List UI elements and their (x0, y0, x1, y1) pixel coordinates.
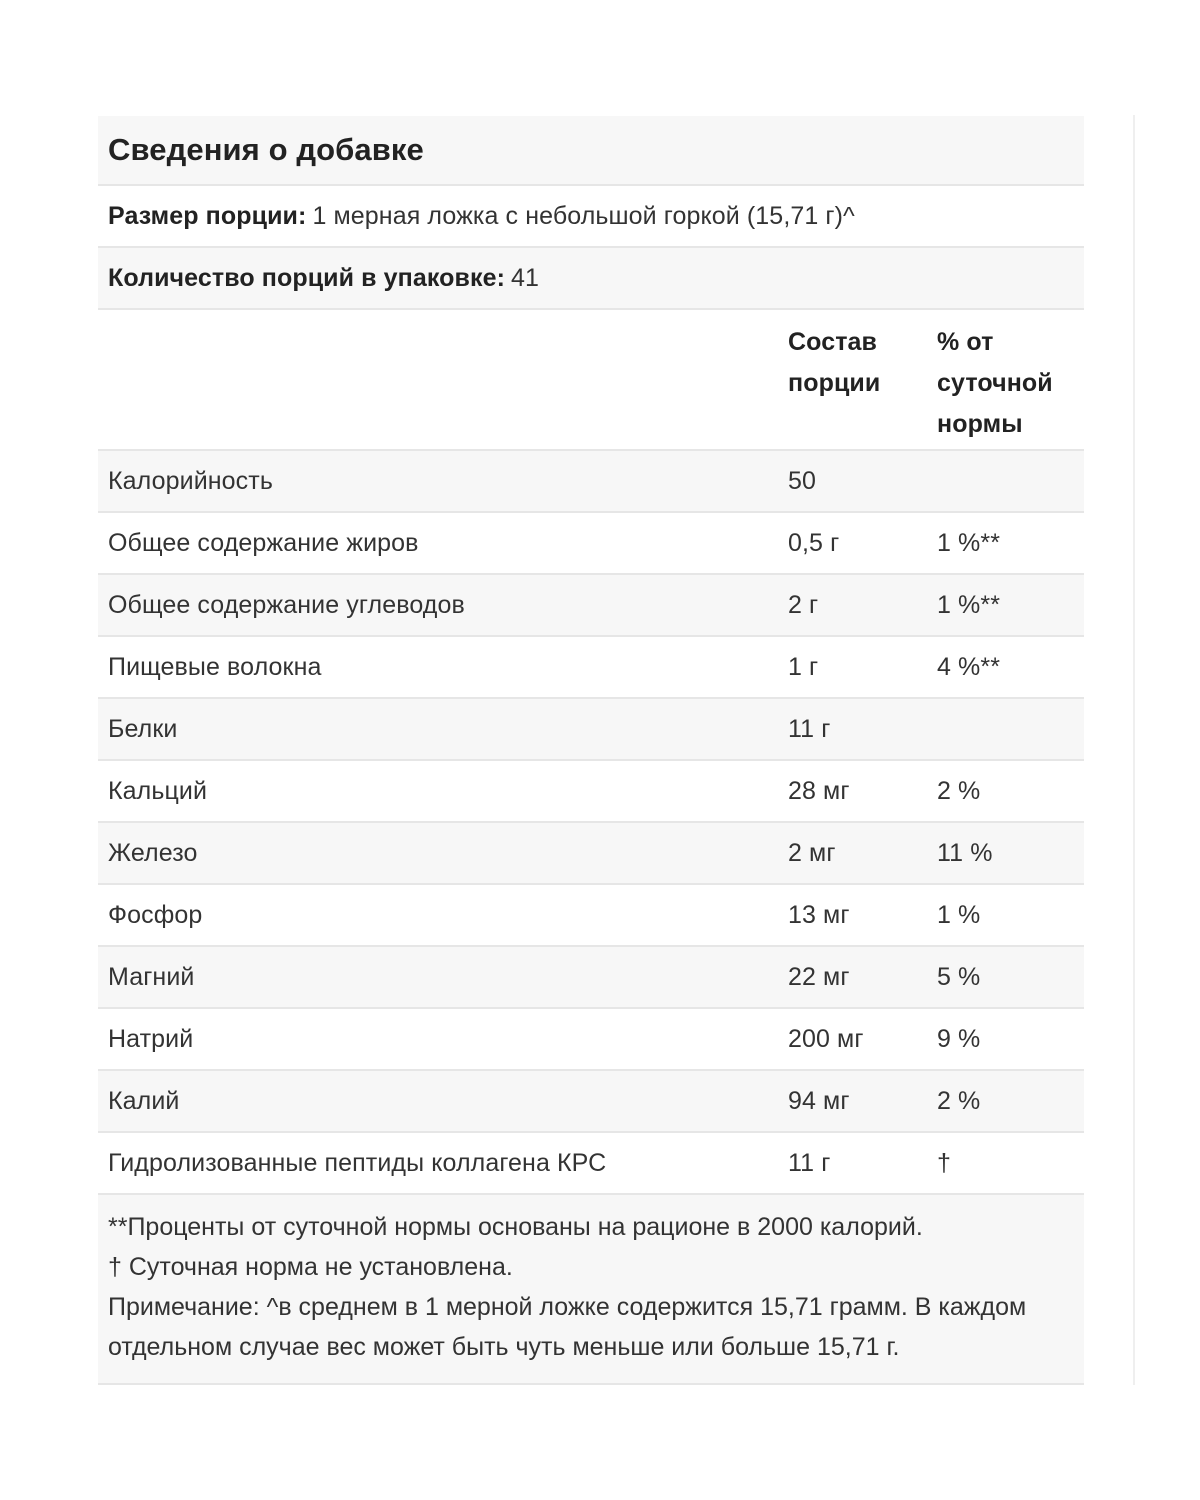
nutrient-amount: 22 мг (788, 962, 850, 991)
right-divider-line (1133, 115, 1135, 1385)
nutrient-name: Белки (108, 714, 178, 743)
nutrient-amount: 200 мг (788, 1024, 864, 1053)
header-daily-value: % от суточной нормы (937, 328, 1053, 438)
nutrient-amount: 11 г (788, 714, 831, 743)
nutrient-daily-value: 4 %** (937, 652, 1001, 681)
nutrient-daily-value: 5 % (937, 962, 981, 991)
footnote-daily-value-not-established: † Суточная норма не установлена. (108, 1253, 513, 1281)
servings-per-container-value: 41 (511, 263, 540, 292)
nutrient-amount: 2 мг (788, 838, 836, 867)
table-row (98, 947, 1084, 1009)
table-row (98, 575, 1084, 637)
table-row (98, 1009, 1084, 1071)
nutrient-daily-value: † (937, 1148, 952, 1177)
serving-size-row (98, 186, 1084, 248)
table-row (98, 761, 1084, 823)
table-row (98, 885, 1084, 947)
table-row (98, 1071, 1084, 1133)
nutrient-amount: 50 (788, 466, 817, 495)
footnote-scoop-weight: Примечание: ^в среднем в 1 мерной ложке содержится 15,71 грамм. В каждом отдельном случае вес может быть чуть меньше или больше 15,71 г. (108, 1293, 1027, 1361)
nutrient-daily-value: 9 % (937, 1024, 981, 1053)
nutrient-amount: 0,5 г (788, 528, 840, 557)
nutrient-daily-value: 11 % (937, 838, 993, 867)
nutrient-amount: 11 г (788, 1148, 831, 1177)
nutrient-name: Общее содержание жиров (108, 528, 419, 557)
table-row (98, 513, 1084, 575)
nutrient-name: Калорийность (108, 466, 273, 495)
table-row (98, 1133, 1084, 1195)
nutrient-name: Гидролизованные пептиды коллагена КРС (108, 1148, 607, 1177)
table-row (98, 637, 1084, 699)
panel-title-text: Сведения о добавке (108, 132, 424, 167)
nutrient-amount: 1 г (788, 652, 819, 681)
table-row (98, 699, 1084, 761)
nutrient-name: Пищевые волокна (108, 652, 322, 681)
nutrient-name: Калий (108, 1086, 180, 1115)
servings-per-container-row (98, 248, 1084, 310)
nutrient-daily-value: 1 % (937, 900, 981, 929)
nutrient-amount: 13 мг (788, 900, 850, 929)
nutrient-daily-value: 2 % (937, 776, 981, 805)
footnote-daily-value-basis: **Проценты от суточной нормы основаны на рационе в 2000 калорий. (108, 1213, 923, 1241)
nutrient-amount: 28 мг (788, 776, 850, 805)
table-header-row (98, 310, 1084, 451)
nutrient-name: Железо (108, 838, 198, 867)
serving-size-value: 1 мерная ложка с небольшой горкой (15,71 г)^ (312, 201, 855, 230)
supplement-facts-panel (98, 116, 1084, 1385)
panel-title (98, 116, 1084, 186)
nutrient-daily-value: 1 %** (937, 528, 1001, 557)
header-amount: Состав порции (788, 328, 881, 397)
nutrient-name: Кальций (108, 776, 208, 805)
nutrient-name: Магний (108, 962, 195, 991)
table-row (98, 451, 1084, 513)
nutrient-amount: 2 г (788, 590, 819, 619)
nutrient-daily-value: 1 %** (937, 590, 1001, 619)
nutrient-name: Натрий (108, 1024, 194, 1053)
serving-size-label: Размер порции: (108, 201, 307, 230)
nutrient-name: Общее содержание углеводов (108, 590, 465, 619)
nutrient-daily-value: 2 % (937, 1086, 981, 1115)
table-row (98, 823, 1084, 885)
footnotes (98, 1195, 1084, 1385)
nutrient-amount: 94 мг (788, 1086, 850, 1115)
nutrient-name: Фосфор (108, 900, 203, 929)
servings-per-container-label: Количество порций в упаковке: (108, 263, 506, 292)
